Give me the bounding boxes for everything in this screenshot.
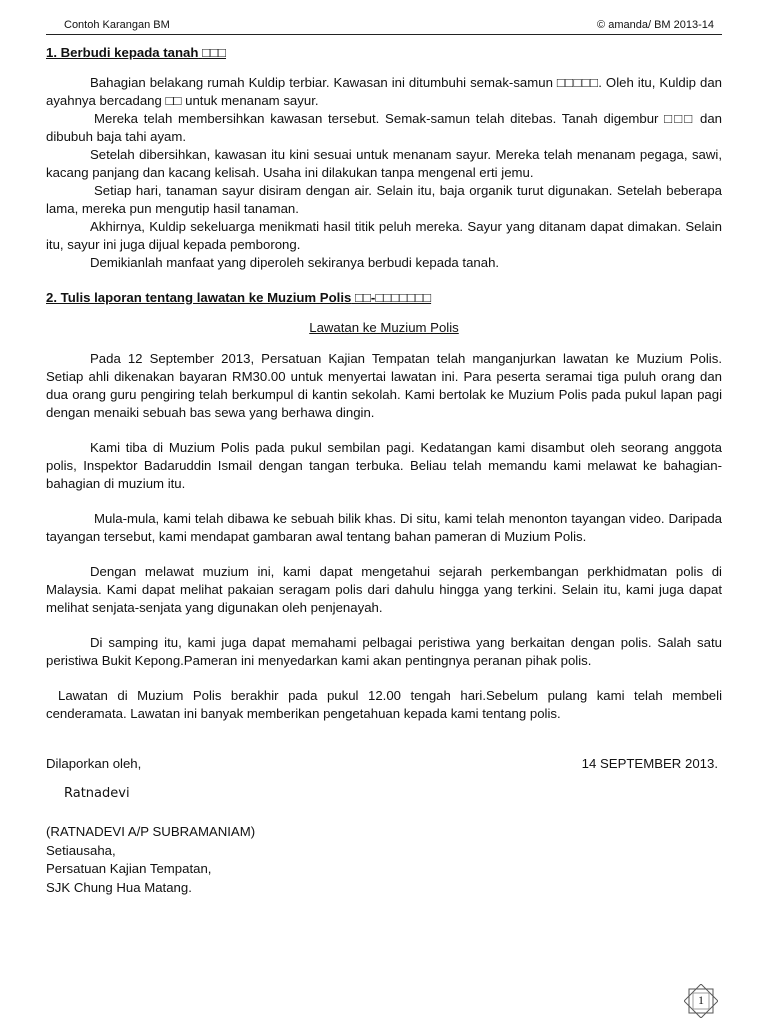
signer-school: SJK Chung Hua Matang.	[46, 879, 192, 895]
page-number: 1	[698, 993, 704, 1007]
s2-paragraph: Lawatan di Muzium Polis berakhir pada pukul 12.00 tengah hari.Sebelum pulang kami telah membeli cenderamata. Lawatan ini banyak memberikan pengetahuan kepada kami tentang polis.	[46, 688, 722, 721]
s2-paragraph: Mula-mula, kami telah dibawa ke sebuah bilik khas. Di situ, kami telah menonton tayangan video. Daripada tayangan tersebut, kami mendapat gambaran awal tentang bahan pameran di Muzium Polis.	[46, 511, 722, 544]
report-date: 14 SEPTEMBER 2013.	[581, 756, 718, 771]
s2-paragraph: Dengan melawat muzium ini, kami dapat mengetahui sejarah perkembangan perkhidmatan polis di Malaysia. Kami dapat melihat pakaian seragam polis dari dahulu hingga yang terkini. Selain itu, kami juga dapat melihat senjata-senjata yang digunakan oleh penjenayah.	[46, 564, 722, 615]
section1-title-glyphs: □□□	[202, 45, 227, 60]
s1-paragraph: Setiap hari, tanaman sayur disiram dengan air. Selain itu, baja organik turut digunakan. Setelah beberapa lama, mereka pun mengutip hasil tanaman.	[46, 183, 722, 216]
signature: Ratnadevi	[64, 786, 130, 801]
s2-paragraph: Pada 12 September 2013, Persatuan Kajian Tempatan telah manganjurkan lawatan ke Muzium Polis. Setiap ahli dikenakan bayaran RM30.00 untuk menyertai lawatan ini. Para peserta seramai tiga puluh orang dan dua orang guru pengiring telah berkumpul di kantin sekolah. Kami bertolak ke Muzium Polis pada pukul lapan pagi dengan menaiki sebuah bas sewa yang berhawa dingin.	[46, 351, 722, 420]
s1-paragraph: Akhirnya, Kuldip sekeluarga menikmati hasil titik peluh mereka. Sayur yang ditanam dapat dimakan. Selain itu, sayur ini juga dijual kepada pemborong.	[46, 219, 722, 252]
page-header	[46, 16, 722, 35]
signer-block	[46, 823, 722, 897]
s1-paragraph: Demikianlah manfaat yang diperoleh sekiranya berbudi kepada tanah.	[90, 255, 500, 270]
header-right: © amanda/ BM 2013-14	[597, 19, 714, 31]
section2-title: 2. Tulis laporan tentang lawatan ke Muzium Polis □□-□□□□□□□	[46, 290, 432, 305]
s2-paragraph: Di samping itu, kami juga dapat memahami pelbagai peristiwa yang berkaitan dengan polis. Salah satu peristiwa Bukit Kepong.Pameran ini menyedarkan kami akan pentingnya peranan pihak polis.	[46, 635, 722, 668]
page-number-badge	[684, 984, 718, 1018]
report-title: Lawatan ke Muzium Polis	[309, 320, 459, 335]
reported-by-label: Dilaporkan oleh,	[46, 756, 142, 771]
document-body	[46, 44, 722, 897]
signer-role: Setiausaha,	[46, 842, 116, 858]
section2-title-glyphs: □□-□□□□□□□	[355, 290, 432, 305]
report-signoff	[46, 755, 722, 773]
s2-paragraph: Kami tiba di Muzium Polis pada pukul sembilan pagi. Kedatangan kami disambut oleh seorang anggota polis, Inspektor Badaruddin Ismail dengan tangan terbuka. Beliau telah memandu kami melawat ke bahagian-bahagian di muzium itu.	[46, 440, 722, 491]
signer-organization: Persatuan Kajian Tempatan,	[46, 861, 212, 876]
s1-paragraph: Mereka telah membersihkan kawasan tersebut. Semak-samun telah ditebas. Tanah digembur □□□ dan dibubuh baja tahi ayam.	[46, 111, 722, 144]
s1-paragraph: Bahagian belakang rumah Kuldip terbiar. Kawasan ini ditumbuhi semak-samun □□□□□. Oleh itu, Kuldip dan ayahnya bercadang □□ untuk menanam sayur.	[46, 75, 722, 108]
s1-paragraph: Setelah dibersihkan, kawasan itu kini sesuai untuk menanam sayur. Mereka telah menanam pegaga, sawi, kacang panjang dan kacang kelisah. Usaha ini dilakukan tanpa mengenal erti jemu.	[46, 147, 722, 180]
section1-title: 1. Berbudi kepada tanah □□□	[46, 45, 227, 60]
signer-name: (RATNADEVI A/P SUBRAMANIAM)	[46, 824, 256, 839]
header-left: Contoh Karangan BM	[64, 19, 170, 31]
